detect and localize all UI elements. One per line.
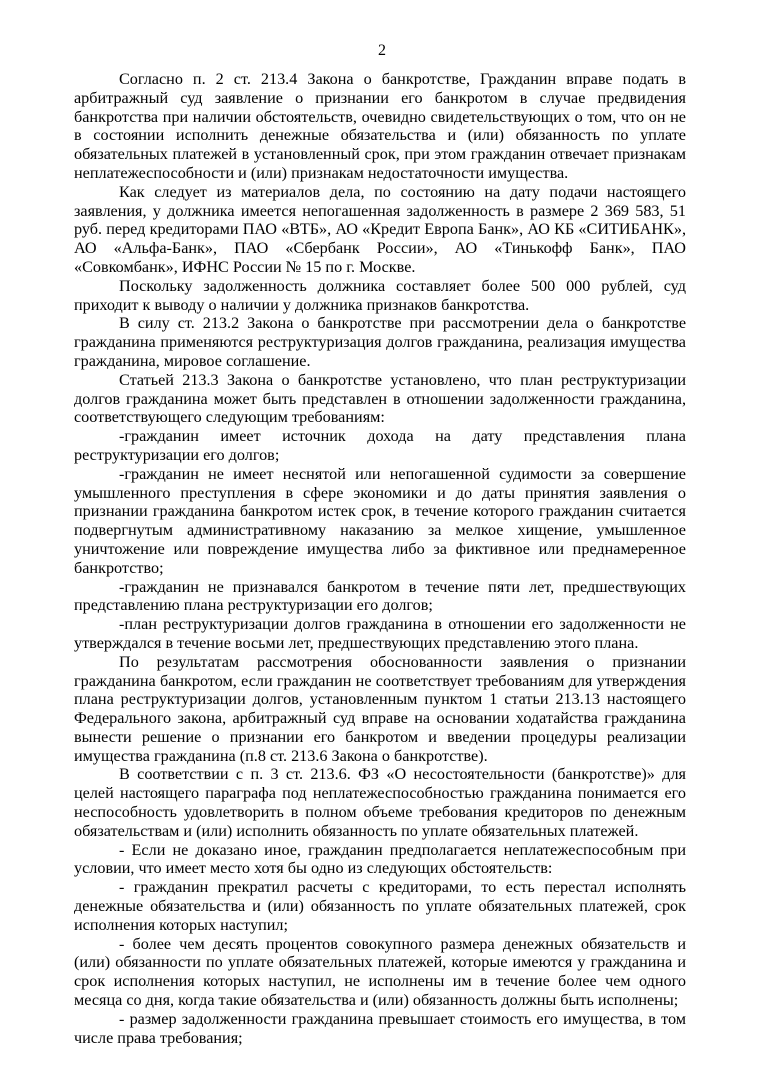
list-item-plan-not-approved: -план реструктуризации долгов гражданина в отношении его задолженности не утверждался в течение восьми лет, предшествующих представлению этого плана.: [74, 615, 686, 652]
paragraph-insolvency-definition: В соответствии с п. 3 ст. 213.6. ФЗ «О несостоятельности (банкротстве)» для целей настоящего параграфа под неплатежеспособностью гражданина понимается его неспособность удовлетворить в полном объеме требования кредиторов по денежным обязательствам и (или) исполнить обязанность по уплате обязательных платежей.: [74, 765, 686, 840]
paragraph-bankruptcy-application: Согласно п. 2 ст. 213.4 Закона о банкротстве, Гражданин вправе подать в арбитражный суд заявление о признании его банкротом в случае предвидения банкротства при наличии обстоятельств, очевидно свидетельствующих о том, что он не в состоянии исполнить денежные обязательства и (или) обязанность по уплате обязательных платежей в установленный срок, при этом гражданин отвечает признакам неплатежеспособности и (или) признакам недостаточности имущества.: [74, 70, 686, 182]
list-item-ten-percent: - более чем десять процентов совокупного размера денежных обязательств и (или) обязанности по уплате обязательных платежей, которые имеются у гражданина и срок исполнения которых наступил, не исполнены им в течение более чем одного месяца со дня, когда такие обязательства и (или) обязанность должны быть исполнены;: [74, 934, 686, 1010]
paragraph-court-decision: По результатам рассмотрения обоснованности заявления о признании гражданина банкротом, если гражданин не соответствует требованиям для утверждения плана реструктуризации долгов, установленным пунктом 1 статьи 213.13 настоящего Федерального закона, арбитражный суд вправе на основании ходатайства гражданина вынести решение о признании его банкротом и введении процедуры реализации имущества гражданина (п.8 ст. 213.6 Закона о банкротстве).: [74, 652, 686, 765]
paragraph-restructuring-requirements: Статьей 213.3 Закона о банкротстве установлено, что план реструктуризации долгов гражданина может быть представлен в отношении задолженности гражданина, соответствующего следующим требованиям:: [74, 370, 686, 427]
list-item-debt-exceeds-assets: - размер задолженности гражданина превышает стоимость его имущества, в том числе права требования;: [74, 1009, 686, 1047]
paragraph-debt-amount: Как следует из материалов дела, по состоянию на дату подачи настоящего заявления, у должника имеется непогашенная задолженность в размере 2 369 583, 51 руб. перед кредиторами ПАО «ВТБ», АО «Кредит Европа Банк», АО КБ «СИТИБАНК», АО «Альфа-Банк», ПАО «Сбербанк России», АО «Тинькофф Банк», ПАО «Совкомбанк», ИФНС России № 15 по г. Москве.: [74, 182, 686, 276]
paragraph-bankruptcy-signs: Поскольку задолженность должника составляет более 500 000 рублей, суд приходит к выводу о наличии у должника признаков банкротства.: [74, 276, 686, 314]
list-item-stopped-payments: - гражданин прекратил расчеты с кредиторами, то есть перестал исполнять денежные обязательства и (или) обязанность по уплате обязательных платежей, срок исполнения которых наступил;: [74, 878, 686, 934]
paragraph-procedures: В силу ст. 213.2 Закона о банкротстве при рассмотрении дела о банкротстве гражданина применяются реструктуризация долгов гражданина, реализация имущества гражданина, мировое соглашение.: [74, 314, 686, 370]
document-body: [74, 70, 686, 1047]
list-item-no-conviction: -гражданин не имеет неснятой или непогашенной судимости за совершение умышленного преступления в сфере экономики и до даты принятия заявления о признании гражданина банкротом истек срок, в течение которого гражданин считается подвергнутым административному наказанию за мелкое хищение, умышленное уничтожение или повреждение имущества либо за фиктивное или преднамеренное банкротство;: [74, 464, 686, 577]
list-item-not-bankrupt-five-years: -гражданин не признавался банкротом в течение пяти лет, предшествующих представлению плана реструктуризации его долгов;: [74, 577, 686, 615]
page-number: 2: [378, 42, 386, 59]
list-item-income-source: -гражданин имеет источник дохода на дату представления плана реструктуризации его долгов;: [74, 427, 686, 464]
list-item-presumption: - Если не доказано иное, гражданин предполагается неплатежеспособным при условии, что имеет место хотя бы одно из следующих обстоятельств:: [74, 840, 686, 878]
